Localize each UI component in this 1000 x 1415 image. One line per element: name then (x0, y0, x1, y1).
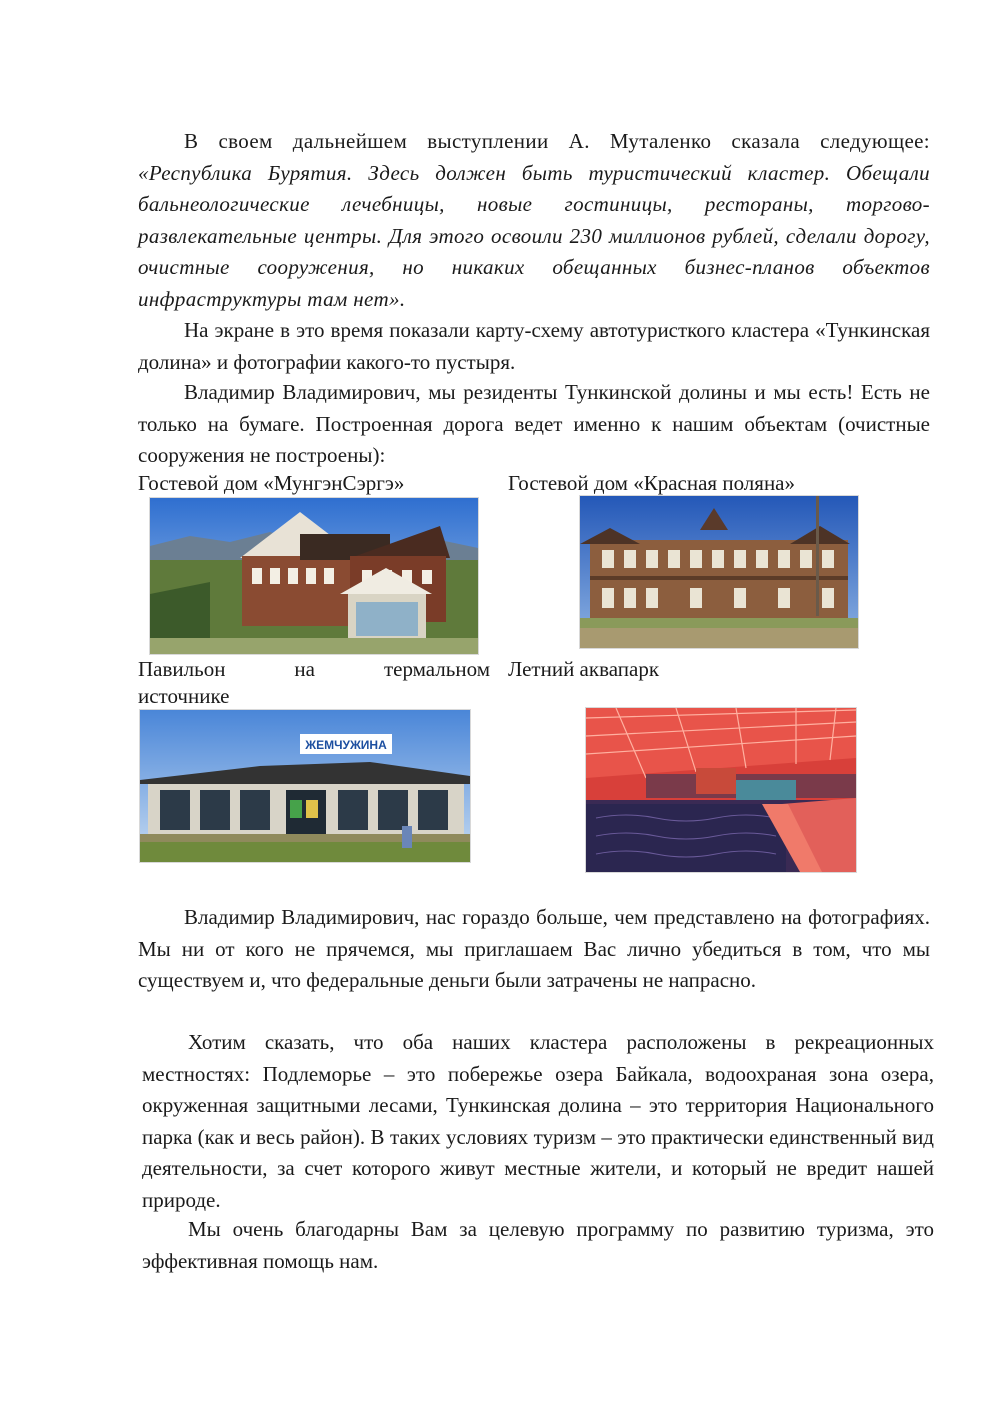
intro-lead: В своем дальнейшем выступлении А. Муталенко сказала следующее: (184, 129, 930, 153)
more-than-photos-paragraph: Владимир Владимирович, нас гораздо больше, чем представлено на фотографиях. Мы ни от кого не прячемся, мы приглашаем Вас лично убедиться в том, что мы существуем и, что федеральные деньги были затрачены не напрасно. (138, 905, 930, 992)
residents-paragraph: Владимир Владимирович, мы резиденты Тункинской долины и мы есть! Есть не только на бумаге. Построенная дорога ведет именно к нашим объектам (очистные сооружения не построены): (138, 380, 930, 467)
thanks-paragraph: Мы очень благодарны Вам за целевую программу по развитию туризма, это эффективная помощь нам. (142, 1217, 934, 1273)
photo-guest-house-krasnaya-polyana (580, 496, 858, 648)
photo-caption-aquapark: Летний аквапарк (508, 657, 660, 681)
photo-caption-krasnaya-polyana: Гостевой дом «Красная поляна» (508, 471, 795, 495)
photo-caption-pavilion-word3: термальном (383, 657, 490, 681)
photo-caption-pavilion-word1: Павильон (138, 657, 226, 681)
photo-summer-aquapark (586, 708, 856, 872)
screen-paragraph: На экране в это время показали карту-схему автотуристкого кластера «Тункинская долина» и фотографии какого-то пустыря. (138, 318, 930, 374)
photo-guest-house-mungen-serge (150, 498, 478, 654)
photo-caption-pavilion-word2: на (294, 657, 315, 681)
photo-pavilion-thermal-spring (140, 710, 470, 862)
photo-caption-mungen-serge: Гостевой дом «МунгэнСэргэ» (138, 471, 405, 495)
photo-caption-pavilion-line2: источнике (138, 684, 230, 708)
clusters-paragraph: Хотим сказать, что оба наших кластера расположены в рекреационных местностях: Подлеморье – это побережье озера Байкала, водоохраная зона озера, окруженная защитными лесами, Тункинская долина – это территория Национального парка (как и весь район). В таких условиях туризм – это практически единственный вид деятельности, за счет которого живут местные жители, и который не вредит нашей природе. (142, 1030, 934, 1212)
photo-caption-pavilion (138, 656, 490, 710)
pavilion-sign-text: ЖЕМЧУЖИНА (305, 738, 387, 752)
intro-paragraph (138, 126, 930, 315)
intro-quote: «Республика Бурятия. Здесь должен быть туристический кластер. Обещали бальнеологические лечебницы, новые гостиницы, рестораны, торгово-развлекательные центры. Для этого освоили 230 миллионов рублей, сделали дорогу, очистные сооружения, но никаких обещанных бизнес-планов объектов инфраструктуры там нет». (138, 160, 930, 311)
